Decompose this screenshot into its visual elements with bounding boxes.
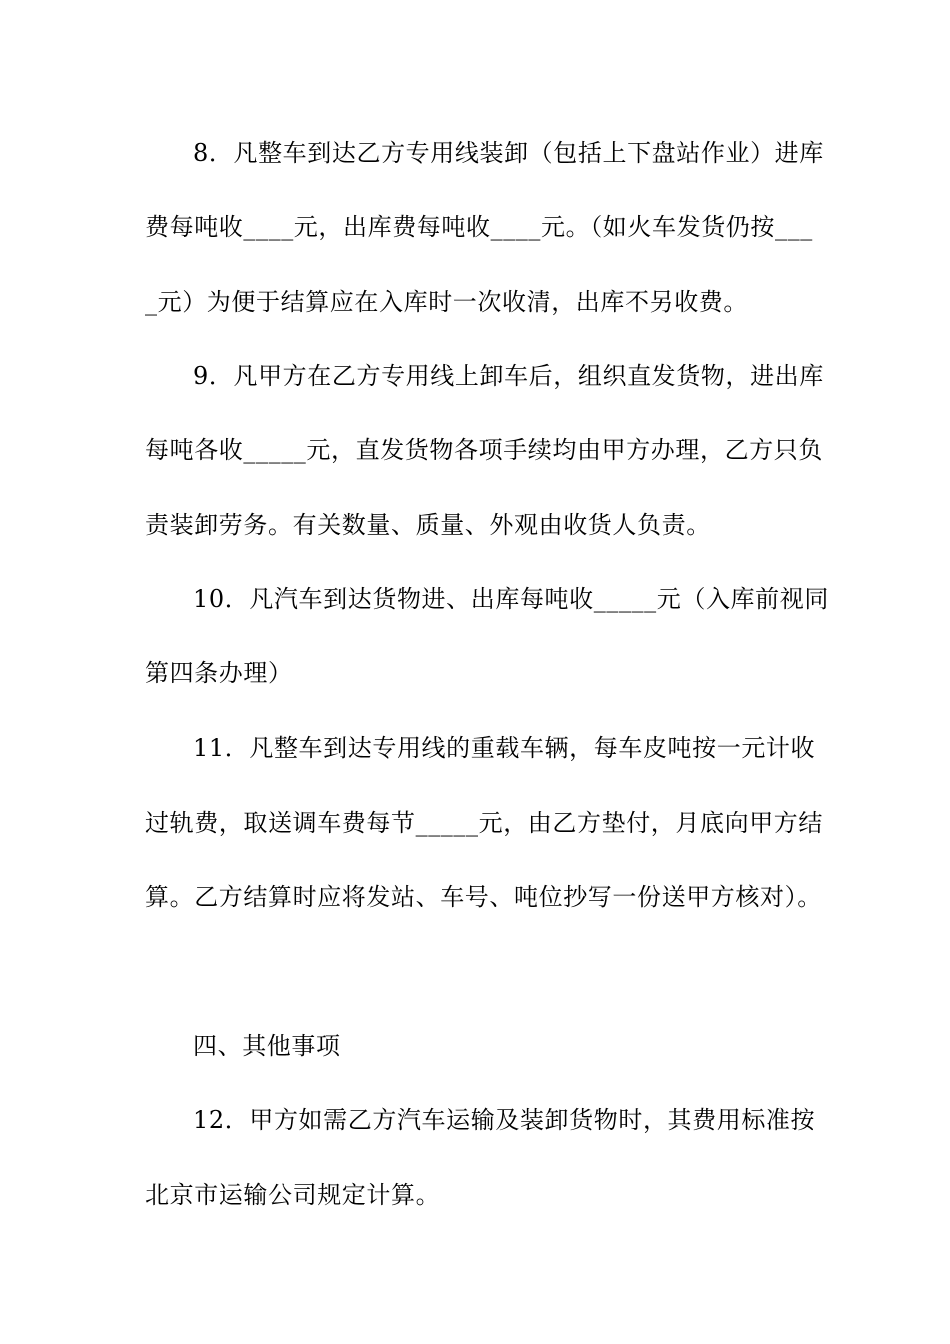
paragraph-8-line-1: 8．凡整车到达乙方专用线装卸（包括上下盘站作业）进库 [193, 139, 824, 167]
paragraph-8-line-2: 费每吨收____元，出库费每吨收____元。（如火车发货仍按___ [145, 213, 813, 241]
paragraph-10-line-1: 10．凡汽车到达货物进、出库每吨收_____元（入库前视同 [193, 585, 829, 613]
section-heading-other-matters: 四、其他事项 [193, 1032, 341, 1060]
paragraph-8-line-3: _元）为便于结算应在入库时一次收清，出库不另收费。 [145, 288, 748, 316]
paragraph-11-line-3: 算。乙方结算时应将发站、车号、吨位抄写一份送甲方核对）。 [145, 883, 822, 911]
paragraph-9-line-3: 责装卸劳务。有关数量、质量、外观由收货人负责。 [145, 511, 711, 539]
paragraph-12-line-2: 北京市运输公司规定计算。 [145, 1181, 441, 1209]
paragraph-9-line-2: 每吨各收_____元，直发货物各项手续均由甲方办理，乙方只负 [145, 436, 823, 464]
paragraph-12-line-1: 12．甲方如需乙方汽车运输及装卸货物时，其费用标准按 [193, 1106, 816, 1134]
paragraph-10-line-2: 第四条办理） [145, 659, 293, 687]
paragraph-9-line-1: 9．凡甲方在乙方专用线上卸车后，组织直发货物，进出库 [193, 362, 824, 390]
paragraph-11-line-1: 11．凡整车到达专用线的重载车辆，每车皮吨按一元计收 [193, 734, 816, 762]
paragraph-11-line-2: 过轨费，取送调车费每节_____元，由乙方垫付，月底向甲方结 [145, 809, 823, 837]
